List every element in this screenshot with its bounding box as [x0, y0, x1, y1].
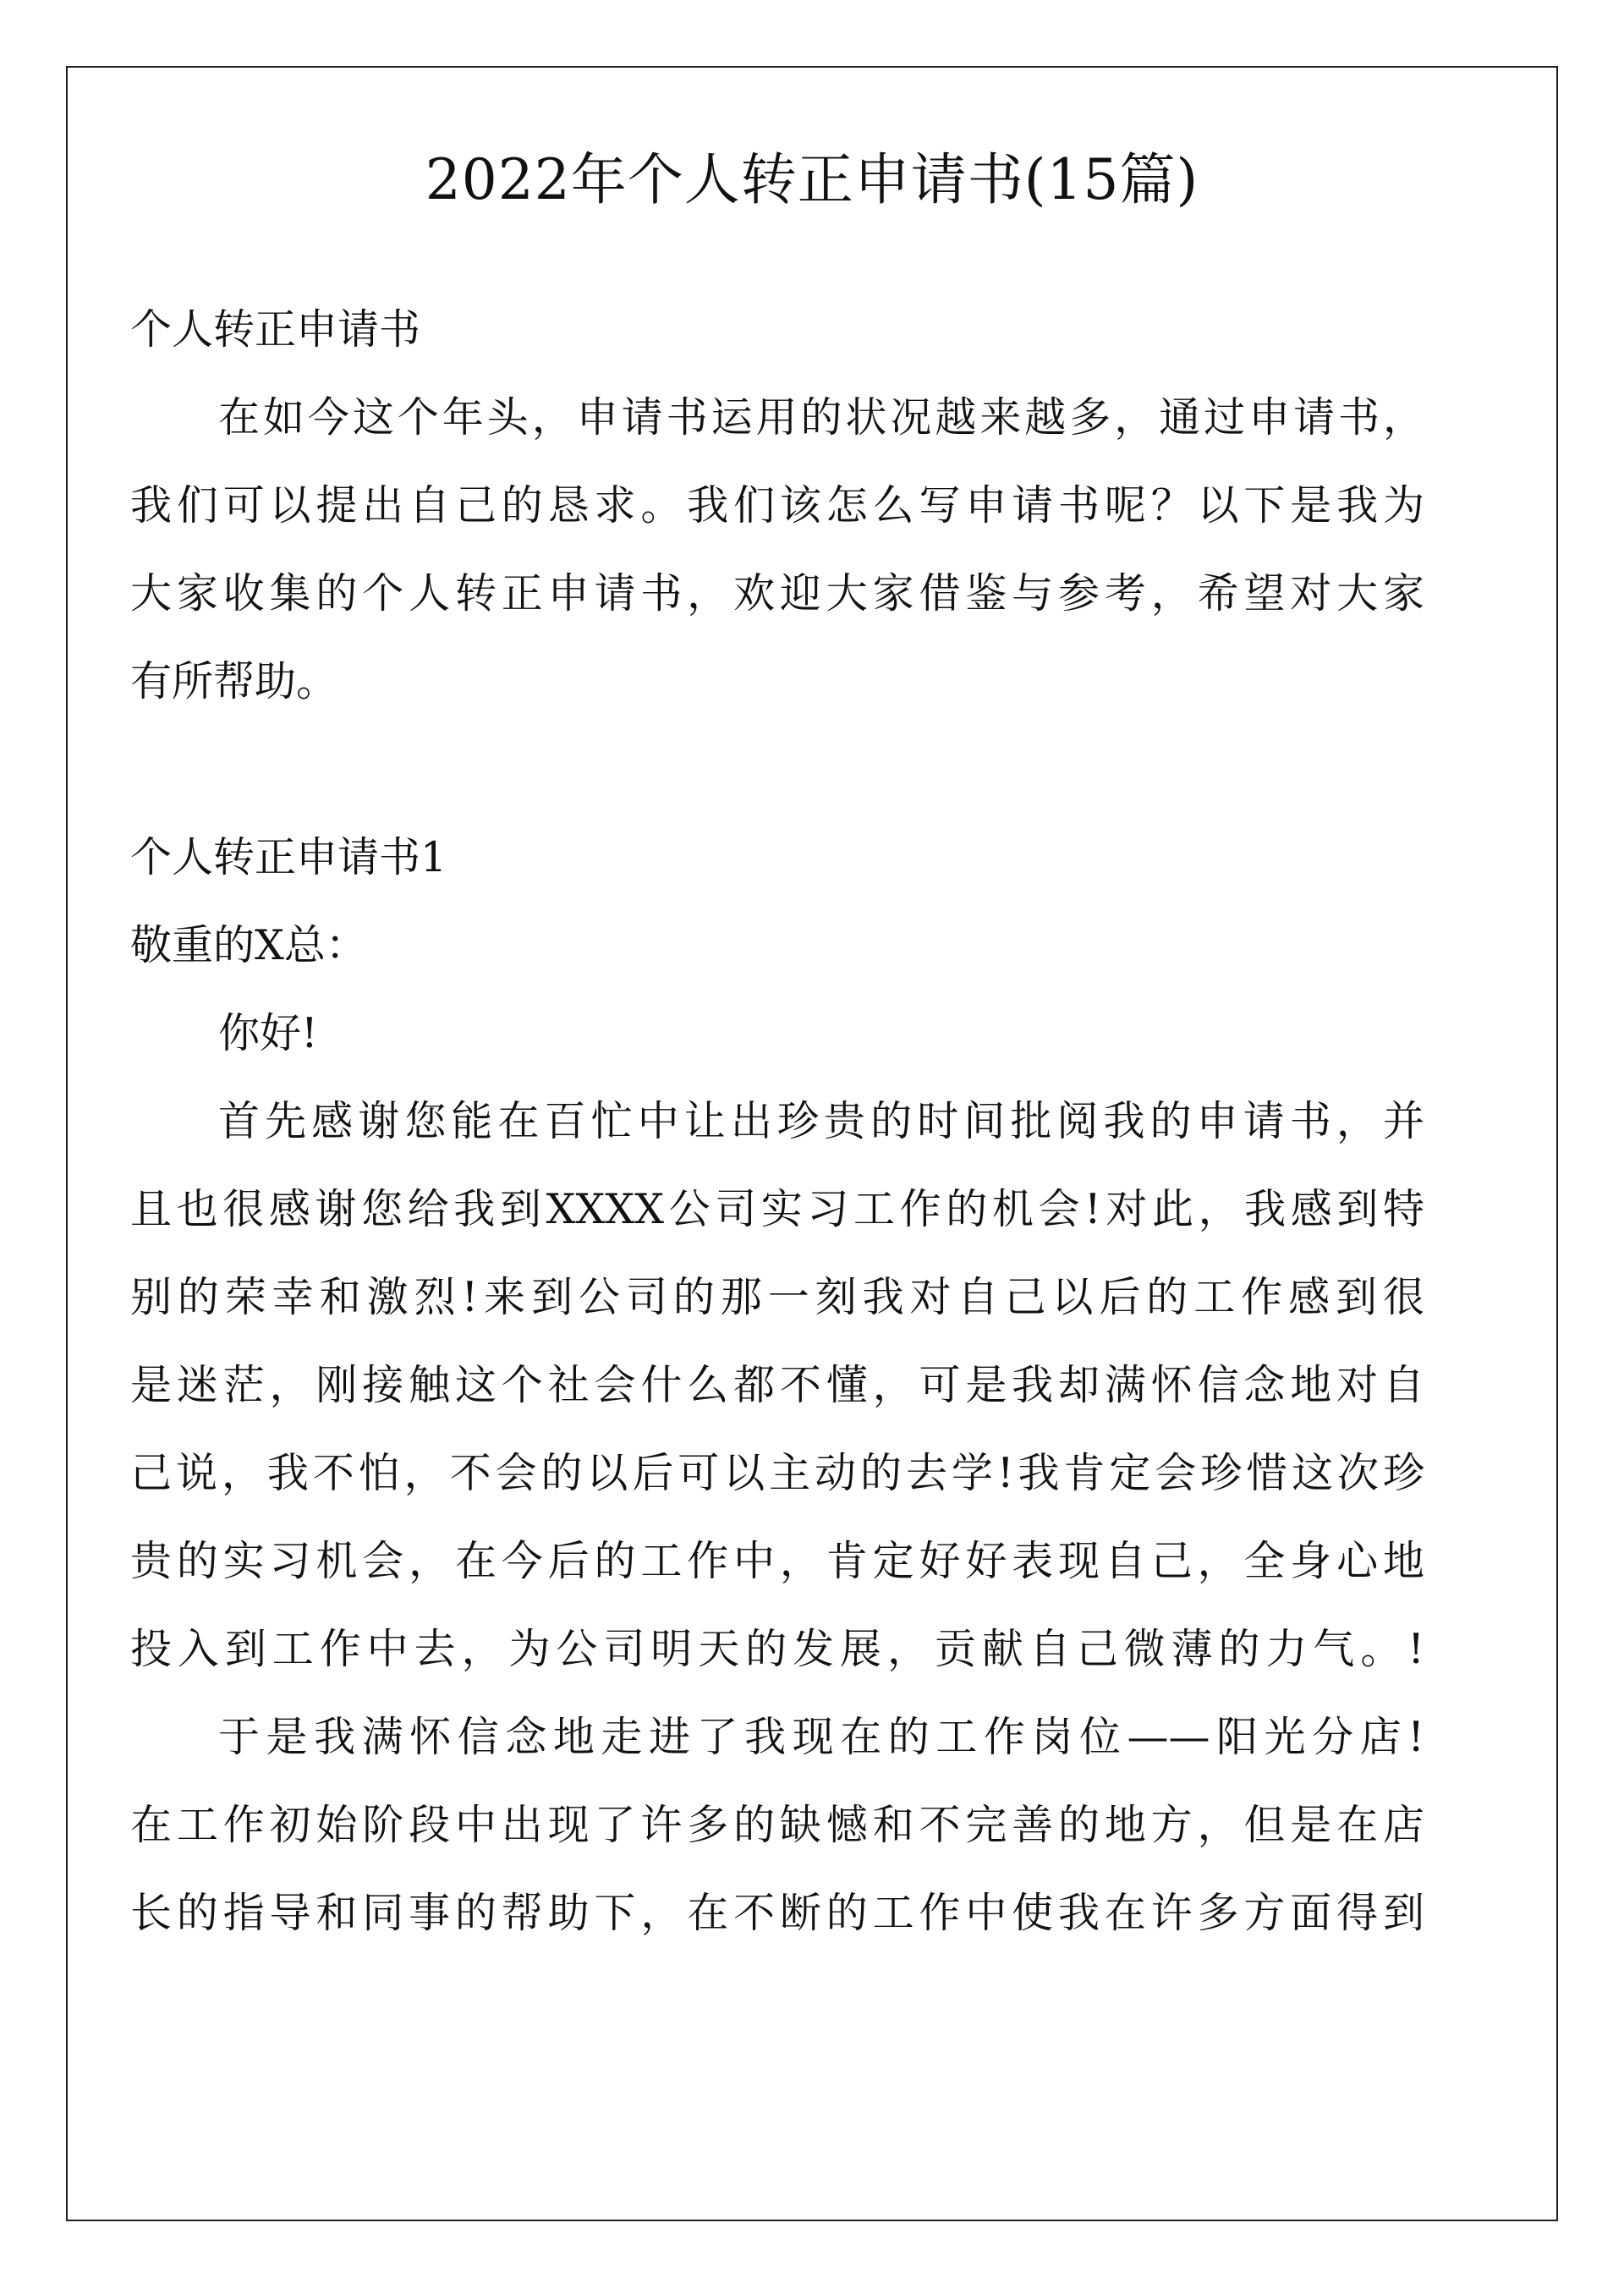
greeting: 你好!	[218, 1009, 318, 1057]
salutation: 敬重的X总：	[130, 921, 367, 969]
paragraph2-line-2: 在工作初始阶段中出现了许多的缺憾和不完善的地方，但是在店	[130, 1801, 1424, 1849]
blank-line	[130, 726, 1424, 814]
paragraph2-line-3: 长的指导和同事的帮助下，在不断的工作中使我在许多方面得到	[130, 1889, 1424, 1937]
paragraph1-line-7: 投入到工作中去，为公司明天的发展，贡献自己微薄的力气。!	[130, 1625, 1424, 1673]
paragraph2-line-1: 于是我满怀信念地走进了我现在的工作岗位——阳光分店!	[218, 1713, 1424, 1761]
heading: 个人转正申请书	[130, 305, 421, 354]
paragraph1-line-4: 是迷茫，刚接触这个社会什么都不懂，可是我却满怀信念地对自	[130, 1361, 1424, 1409]
paragraph1-line-6: 贵的实习机会，在今后的工作中，肯定好好表现自己，全身心地	[130, 1537, 1424, 1585]
intro-line-3: 大家收集的个人转正申请书，欢迎大家借鉴与参考，希望对大家	[130, 569, 1424, 617]
intro-line-1: 在如今这个年头，申请书运用的状况越来越多，通过申请书，	[218, 393, 1424, 442]
paragraph1-line-2: 且也很感谢您给我到XXXX公司实习工作的机会!对此，我感到特	[130, 1185, 1424, 1233]
document-title: 2022年个人转正申请书(15篇)	[425, 147, 1199, 212]
intro-line-2: 我们可以提出自己的恳求。我们该怎么写申请书呢？以下是我为	[130, 481, 1424, 530]
paragraph1-line-3: 别的荣幸和激烈!来到公司的那一刻我对自己以后的工作感到很	[130, 1273, 1424, 1321]
section-title: 个人转正申请书1	[130, 833, 447, 881]
paragraph1-line-5: 己说，我不怕，不会的以后可以主动的去学!我肯定会珍惜这次珍	[130, 1449, 1424, 1497]
document-body	[130, 286, 1424, 1957]
intro-line-4: 有所帮助。	[130, 657, 338, 705]
paragraph1-line-1: 首先感谢您能在百忙中让出珍贵的时间批阅我的申请书，并	[218, 1097, 1424, 1145]
